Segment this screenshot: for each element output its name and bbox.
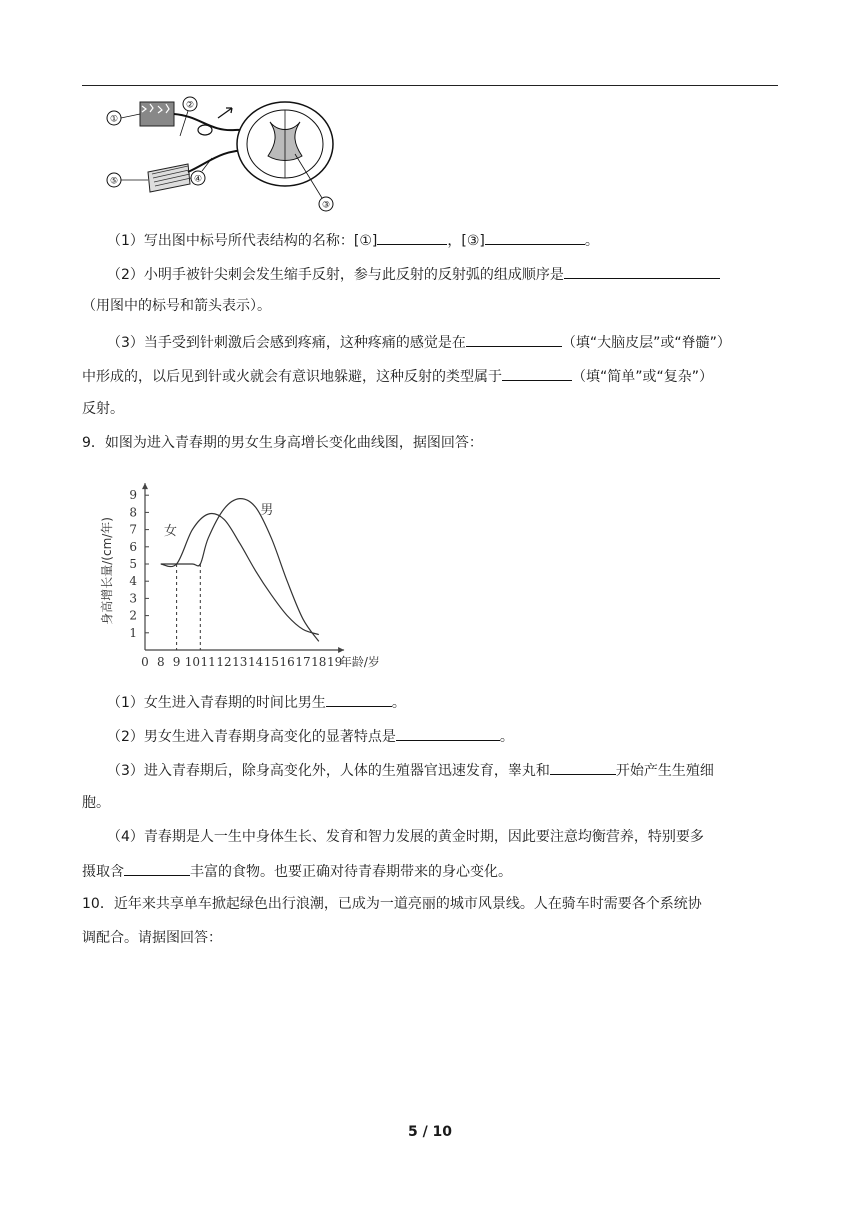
q9-part4: （4）青春期是人一生中身体生长、发育和智力发展的黄金时期，因此要注意均衡营养，特别要多	[107, 829, 704, 845]
series-label-male: 男	[260, 503, 274, 519]
q9-part3: （3）进入青春期后，除身高变化外，人体的生殖器官迅速发育，睾丸和 开始产生生殖细	[107, 758, 714, 782]
y-tick-label: 3	[129, 591, 137, 606]
x-tick-label: 19	[326, 655, 343, 669]
effector-muscle	[148, 164, 191, 192]
q9-part1: （1）女生进入青春期的时间比男生 。	[107, 690, 406, 714]
x-tick-label: 10	[184, 655, 201, 669]
x-tick-label: 15	[263, 655, 280, 669]
series-line-male	[161, 499, 319, 642]
q9-part4-cont: 摄取含 丰富的食物。也要正确对待青春期带来的身心变化。	[82, 859, 512, 883]
label-3: ③	[321, 200, 331, 211]
q8-part3-cont: 中形成的，以后见到针或火就会有意识地躲避，这种反射的类型属于 （填“简单”或“复杂”）	[82, 364, 713, 388]
answer-blank[interactable]	[550, 758, 616, 775]
q9-part3-cont: 胞。	[82, 795, 110, 811]
answer-blank[interactable]	[326, 690, 392, 707]
q9-part2: （2）男女生进入青春期身高变化的显著特点是 。	[107, 724, 514, 748]
x-tick-label: 0	[141, 655, 149, 669]
q10-stem-line1: 10．近年来共享单车掀起绿色出行浪潮，已成为一道亮丽的城市风景线。人在骑车时需要各个系统协	[82, 896, 702, 912]
y-tick-label: 2	[129, 608, 137, 623]
y-tick-label: 6	[129, 539, 137, 554]
label-1: ①	[109, 114, 119, 125]
x-tick-label: 14	[247, 655, 264, 669]
y-tick-label: 8	[129, 505, 137, 520]
y-axis-label: 身高增长量/(cm/年)	[100, 517, 114, 625]
answer-blank[interactable]	[466, 330, 562, 347]
height-growth-chart	[95, 468, 425, 686]
y-tick-label: 9	[129, 488, 137, 503]
ganglion	[198, 125, 212, 135]
x-tick-label: 13	[232, 655, 248, 669]
x-axis-label: 年龄/岁	[339, 655, 380, 669]
x-tick-label: 9	[172, 655, 181, 669]
y-tick-label: 7	[129, 522, 137, 537]
label-2: ②	[185, 100, 195, 111]
y-tick-label: 1	[129, 625, 137, 640]
q8-part3: （3）当手受到针刺激后会感到疼痛，这种疼痛的感觉是在 （填“大脑皮层”或“脊髓”）	[107, 330, 731, 354]
series-label-female: 女	[163, 523, 177, 539]
answer-blank[interactable]	[124, 859, 190, 876]
q8-part3-end: 反射。	[82, 401, 124, 417]
y-tick-label: 5	[129, 557, 137, 571]
x-tick-label: 12	[216, 655, 232, 669]
x-axis-arrow-icon	[338, 647, 344, 653]
label-5: ⑤	[109, 176, 119, 187]
x-tick-label: 11	[200, 655, 216, 669]
label-4: ④	[193, 174, 203, 185]
answer-blank[interactable]	[485, 228, 585, 245]
page-number: 5 / 10	[407, 1124, 453, 1140]
q8-part2-cont: （用图中的标号和箭头表示）。	[82, 298, 271, 314]
answer-blank[interactable]	[564, 262, 720, 279]
x-tick-label: 8	[156, 655, 165, 669]
series-line-female	[161, 514, 319, 635]
x-tick-label: 17	[295, 655, 311, 669]
y-axis-arrow-icon	[142, 483, 148, 489]
receptor-skin	[140, 102, 174, 126]
q8-part2: （2）小明手被针尖刺会发生缩手反射，参与此反射的反射弧的组成顺序是	[107, 262, 720, 286]
q10-stem-line2: 调配合。请据图回答：	[82, 930, 222, 946]
answer-blank[interactable]	[377, 228, 447, 245]
answer-blank[interactable]	[396, 724, 500, 741]
answer-blank[interactable]	[502, 364, 572, 381]
arrow-up-icon	[218, 108, 232, 118]
header-rule	[82, 85, 778, 86]
y-tick-label: 4	[129, 574, 137, 589]
q9-stem: 9．如图为进入青春期的男女生身高增长变化曲线图，据图回答：	[82, 435, 483, 451]
reflex-arc-figure	[100, 92, 340, 214]
q8-part1: （1）写出图中标号所代表结构的名称：[①] ，[③] 。	[107, 228, 599, 252]
x-tick-label: 16	[279, 655, 295, 669]
x-tick-label: 18	[311, 655, 327, 669]
